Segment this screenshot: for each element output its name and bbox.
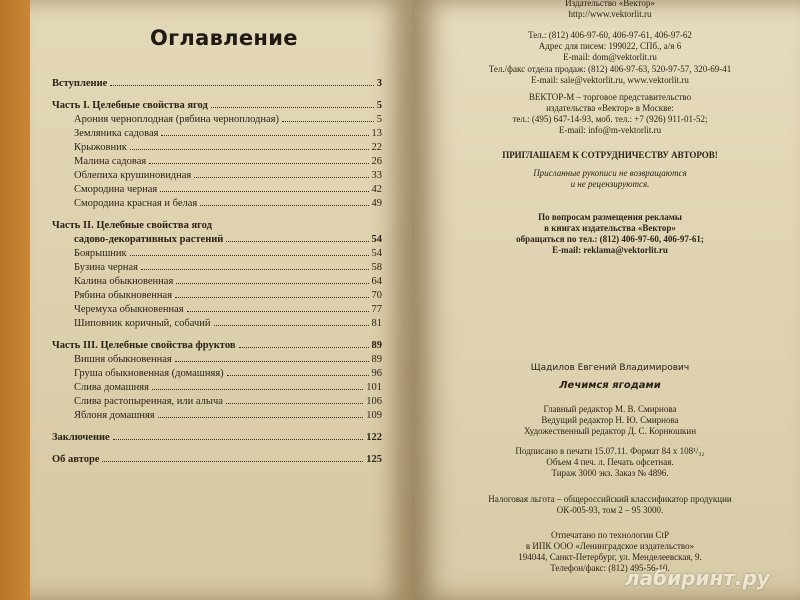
ads-line-4: E-mail: reklama@vektorlit.ru	[552, 245, 668, 255]
table-of-contents	[52, 78, 382, 468]
toc-leader	[226, 241, 368, 242]
imprint-contacts	[430, 30, 790, 63]
toc-entry-label: Вступление	[52, 78, 108, 89]
toc-row	[52, 114, 382, 125]
toc-page-number: 125	[366, 454, 382, 465]
toc-row	[52, 100, 382, 111]
ads-line-3: обращаться по тел.: (812) 406-97-60, 406-97-61;	[516, 234, 704, 244]
typo-line-4: Телефон/факс: (812) 495-56-10.	[550, 563, 670, 573]
tax-line-1: Налоговая льгота – общероссийский классификатор продукции	[488, 494, 732, 504]
toc-row	[52, 290, 382, 301]
toc-row	[52, 234, 382, 245]
sales-tel: Тел./факс отдела продаж: (812) 406-97-63, 520-97-57, 320-69-41	[488, 64, 732, 74]
toc-page-number: 89	[371, 354, 382, 365]
contact-tel: Тел.: (812) 406-97-60, 406-97-61, 406-97-62	[528, 30, 692, 40]
toc-leader	[130, 255, 369, 256]
toc-entry-label: Земляника садовая	[74, 128, 159, 139]
toc-page-number: 26	[371, 156, 382, 167]
toc-row	[52, 184, 382, 195]
toc-entry-label: Смородина красная и белая	[74, 198, 198, 209]
toc-leader	[113, 439, 364, 440]
toc-leader	[194, 177, 368, 178]
toc-page-number: 22	[371, 142, 382, 153]
book-title: Лечимся ягодами	[559, 380, 661, 391]
toc-entry-label: Слива растопыренная, или алыча	[74, 396, 223, 407]
toc-leader	[102, 461, 363, 462]
toc-leader	[130, 149, 369, 150]
toc-leader	[149, 163, 368, 164]
typo-line-1: Отпечатано по технологии CtP	[550, 530, 670, 540]
toc-page-number: 81	[371, 318, 382, 329]
contact-email: E-mail: dom@vektorlit.ru	[563, 52, 657, 62]
toc-row	[52, 78, 382, 89]
imprint-publisher	[430, 0, 790, 20]
toc-entry-label: Груша обыкновенная (домашняя)	[74, 368, 224, 379]
imprint-moscow	[430, 92, 790, 136]
toc-leader	[282, 121, 374, 122]
typo-line-2: в ИПК ООО «Ленинградское издательство»	[525, 541, 695, 551]
toc-row	[52, 382, 382, 393]
toc-row	[52, 354, 382, 365]
toc-page-number: 109	[366, 410, 382, 421]
editor-chief: Главный редактор М. В. Смирнова	[543, 404, 677, 414]
toc-entry-label: Часть II. Целебные свойства ягод	[52, 220, 212, 231]
toc-row	[52, 432, 382, 443]
ads-line-1: По вопросам размещения рекламы	[538, 212, 682, 222]
toc-title: Оглавление	[150, 26, 298, 50]
toc-entry-label: Крыжовник	[74, 142, 127, 153]
toc-page-number: 49	[371, 198, 382, 209]
toc-leader	[214, 325, 369, 326]
toc-row	[52, 198, 382, 209]
toc-page-number: 42	[371, 184, 382, 195]
contact-addr: Адрес для писем: 199022, СПб., а/я 6	[538, 41, 682, 51]
moscow-line-3: тел.: (495) 647-14-93, моб. тел.: +7 (926) 911-01-52;	[512, 114, 708, 124]
toc-page-number: 5	[376, 114, 382, 125]
labirint-watermark: лабиринт.ру	[625, 566, 770, 590]
toc-page-number: 54	[371, 248, 382, 259]
editors-block	[430, 404, 790, 437]
toc-row	[52, 248, 382, 259]
toc-page-number: 101	[366, 382, 382, 393]
toc-page-number: 77	[371, 304, 382, 315]
toc-entry-label: Черемуха обыкновенная	[74, 304, 184, 315]
sales-email: E-mail: sale@vektorlit.ru, www.vektorlit.ru	[531, 75, 689, 85]
tax-line-2: ОК-005-93, том 2 – 95 3000.	[556, 505, 664, 515]
toc-row	[52, 318, 382, 329]
toc-leader	[160, 191, 368, 192]
toc-row	[52, 276, 382, 287]
toc-leader	[187, 311, 369, 312]
toc-entry-label: Смородина черная	[74, 184, 158, 195]
toc-entry-label: Шиповник коричный, собачий	[74, 318, 211, 329]
moscow-line-4: E-mail: info@m-vektorlit.ru	[558, 125, 662, 135]
toc-leader	[226, 403, 363, 404]
toc-entry-label: Облепиха крушиновидная	[74, 170, 192, 181]
toc-leader	[200, 205, 368, 206]
toc-entry-label: Малина садовая	[74, 156, 147, 167]
toc-row	[52, 304, 382, 315]
toc-entry-label: Арония черноплодная (рябина черноплодная)	[74, 114, 279, 125]
toc-row	[52, 368, 382, 379]
imprint-sales	[430, 64, 790, 86]
typo-line-3: 194044, Санкт-Петербург, ул. Менделеевская, 9.	[518, 552, 702, 562]
manuscripts-line-2: и не рецензируются.	[570, 179, 650, 189]
toc-row	[52, 156, 382, 167]
toc-leader	[211, 107, 374, 108]
toc-page-number: 3	[376, 78, 382, 89]
toc-leader	[175, 361, 369, 362]
ads-block	[430, 212, 790, 256]
toc-entry-label: Часть III. Целебные свойства фруктов	[52, 340, 236, 351]
invite-authors: ПРИГЛАШАЕМ К СОТРУДНИЧЕСТВУ АВТОРОВ!	[502, 150, 718, 160]
toc-page-number: 58	[371, 262, 382, 273]
toc-leader	[239, 347, 369, 348]
toc-entry-label: Об авторе	[52, 454, 100, 465]
toc-leader	[152, 389, 363, 390]
toc-entry-label: Калина обыкновенная	[74, 276, 174, 287]
tax-info	[430, 494, 790, 516]
moscow-line-1: ВЕКТОР-М – торговое представительство	[528, 92, 692, 102]
publisher-url: http://www.vektorlit.ru	[568, 9, 652, 19]
toc-entry-label: Боярышник	[74, 248, 127, 259]
manuscripts-note	[430, 168, 790, 190]
toc-row	[52, 410, 382, 421]
toc-leader	[161, 135, 368, 136]
print-line-2: Объем 4 печ. л. Печать офсетная.	[546, 457, 674, 467]
print-line-3: Тираж 3000 экз. Заказ № 4896.	[551, 468, 669, 478]
toc-leader	[176, 283, 368, 284]
toc-row	[52, 454, 382, 465]
toc-page-number: 5	[376, 100, 382, 111]
editor-lead: Ведущий редактор Н. Ю. Смирнова	[541, 415, 679, 425]
toc-leader	[158, 417, 364, 418]
toc-row	[52, 340, 382, 351]
toc-row	[52, 220, 382, 231]
toc-row	[52, 396, 382, 407]
toc-entry-label: Вишня обыкновенная	[74, 354, 172, 365]
toc-page-number: 64	[371, 276, 382, 287]
toc-page-number: 96	[371, 368, 382, 379]
toc-page-number: 70	[371, 290, 382, 301]
toc-page-number: 106	[366, 396, 382, 407]
print-line-1: Подписано в печати 15.07.11. Формат 84 x 108¹/₃₂	[515, 446, 705, 456]
toc-row	[52, 128, 382, 139]
toc-leader	[110, 85, 373, 86]
toc-page-number: 13	[371, 128, 382, 139]
moscow-line-2: издательства «Вектор» в Москве:	[546, 103, 674, 113]
toc-page-number: 54	[371, 234, 382, 245]
publisher-name: Издательство «Вектор»	[565, 0, 655, 8]
toc-entry-label: Рябина обыкновенная	[74, 290, 173, 301]
toc-row	[52, 142, 382, 153]
toc-entry-label: Часть I. Целебные свойства ягод	[52, 100, 208, 111]
toc-row	[52, 262, 382, 273]
toc-entry-label: Слива домашняя	[74, 382, 149, 393]
toc-leader	[175, 297, 368, 298]
toc-page-number: 122	[366, 432, 382, 443]
author-name: Щадилов Евгений Владимирович	[530, 363, 690, 373]
manuscripts-line-1: Присланные рукописи не возвращаются	[533, 168, 687, 178]
toc-leader	[141, 269, 369, 270]
toc-leader	[227, 375, 369, 376]
ads-line-2: в книгах издательства «Вектор»	[544, 223, 676, 233]
print-info	[430, 446, 790, 479]
toc-page-number: 33	[371, 170, 382, 181]
editor-art: Художественный редактор Д. С. Корнюшкин	[523, 426, 697, 436]
toc-entry-label: Заключение	[52, 432, 110, 443]
toc-page-number: 89	[371, 340, 382, 351]
toc-entry-label: Бузина черная	[74, 262, 138, 273]
toc-entry-label: Яблоня домашняя	[74, 410, 155, 421]
toc-entry-label: садово-декоративных растений	[74, 234, 224, 245]
toc-row	[52, 170, 382, 181]
